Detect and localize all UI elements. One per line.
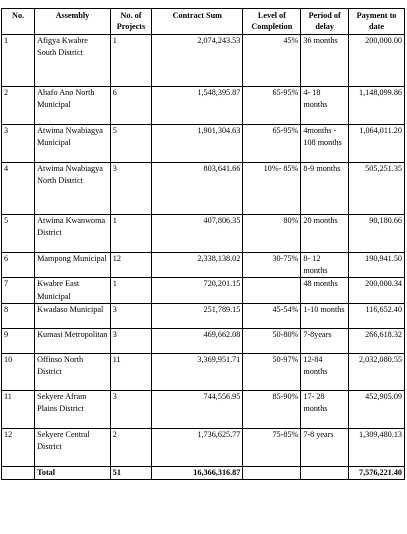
row-completion: 65-95% xyxy=(243,125,301,163)
table-row xyxy=(2,328,405,353)
row-delay: 8- 12 months xyxy=(301,253,349,278)
row-projects: 3 xyxy=(110,390,151,428)
row-payment: 452,905.09 xyxy=(349,390,405,428)
row-completion: 45% xyxy=(243,35,301,87)
row-no: 9 xyxy=(2,328,35,353)
row-assembly: Sekyere Central District xyxy=(35,428,111,466)
table-row xyxy=(2,163,405,215)
row-projects: 1 xyxy=(110,215,151,253)
row-assembly: Kwabre East Municipal xyxy=(35,278,111,303)
table-row xyxy=(2,390,405,428)
row-assembly: Kwadaso Municipal xyxy=(35,303,111,328)
header-projects: No. of Projects xyxy=(110,9,151,35)
row-projects: 12 xyxy=(110,253,151,278)
row-delay: 4- 18 months xyxy=(301,87,349,125)
row-completion xyxy=(243,278,301,303)
row-contract-sum: 1,548,395.87 xyxy=(152,87,243,125)
row-no: 7 xyxy=(2,278,35,303)
total-label: Total xyxy=(35,466,111,479)
row-delay: 12-84 months xyxy=(301,353,349,390)
row-payment: 190,941.50 xyxy=(349,253,405,278)
row-delay: 17- 28 months xyxy=(301,390,349,428)
total-delay xyxy=(301,466,349,479)
row-no: 12 xyxy=(2,428,35,466)
row-assembly: Afigya Kwabre South District xyxy=(35,35,111,87)
row-delay: 4months - 108 months xyxy=(301,125,349,163)
row-projects: 11 xyxy=(110,353,151,390)
row-assembly: Sekyere Afram Plains District xyxy=(35,390,111,428)
row-completion: 50-80% xyxy=(243,328,301,353)
row-projects: 3 xyxy=(110,303,151,328)
row-payment: 116,652.40 xyxy=(349,303,405,328)
row-completion: 50-97% xyxy=(243,353,301,390)
table-row xyxy=(2,303,405,328)
row-no: 5 xyxy=(2,215,35,253)
row-contract-sum: 2,074,243.53 xyxy=(152,35,243,87)
row-payment: 1,064,011.20 xyxy=(349,125,405,163)
row-contract-sum: 3,369,951.71 xyxy=(152,353,243,390)
row-projects: 1 xyxy=(110,278,151,303)
total-payment: 7,576,221.40 xyxy=(349,466,405,479)
row-no: 10 xyxy=(2,353,35,390)
header-payment: Payment to date xyxy=(349,9,405,35)
row-delay: 36 months xyxy=(301,35,349,87)
row-delay: 8-9 months xyxy=(301,163,349,215)
row-payment: 266,618.32 xyxy=(349,328,405,353)
row-payment: 90,180.66 xyxy=(349,215,405,253)
total-completion xyxy=(243,466,301,479)
row-contract-sum: 720,201.15 xyxy=(152,278,243,303)
row-contract-sum: 469,662.08 xyxy=(152,328,243,353)
total-projects: 51 xyxy=(110,466,151,479)
total-no xyxy=(2,466,35,479)
header-no: No. xyxy=(2,9,35,35)
table-row xyxy=(2,215,405,253)
table-row xyxy=(2,353,405,390)
row-projects: 3 xyxy=(110,328,151,353)
row-assembly: Mampong Municipal xyxy=(35,253,111,278)
row-payment: 505,251.35 xyxy=(349,163,405,215)
row-no: 8 xyxy=(2,303,35,328)
row-assembly: Atwima Kwanwoma District xyxy=(35,215,111,253)
row-contract-sum: 251,789.15 xyxy=(152,303,243,328)
row-delay: 7-8 years xyxy=(301,428,349,466)
row-assembly: Atwima Nwabiagya Municipal xyxy=(35,125,111,163)
row-projects: 3 xyxy=(110,163,151,215)
row-projects: 5 xyxy=(110,125,151,163)
row-payment: 1,309,480.13 xyxy=(349,428,405,466)
row-payment: 2,032,080.55 xyxy=(349,353,405,390)
row-completion: 80% xyxy=(243,215,301,253)
row-no: 11 xyxy=(2,390,35,428)
header-row xyxy=(2,9,405,35)
table-row xyxy=(2,35,405,87)
header-completion: Level of Completion xyxy=(243,9,301,35)
row-assembly: Offinso North District xyxy=(35,353,111,390)
row-payment: 200,000.34 xyxy=(349,278,405,303)
header-delay: Period of delay xyxy=(301,9,349,35)
row-assembly: Atwima Nwabiagya North District xyxy=(35,163,111,215)
row-contract-sum: 1,736,625.77 xyxy=(152,428,243,466)
row-completion: 85-90% xyxy=(243,390,301,428)
total-contract-sum: 16,366,316.87 xyxy=(152,466,243,479)
row-payment: 200,000.00 xyxy=(349,35,405,87)
row-assembly: Kumasi Metropolitan xyxy=(35,328,111,353)
row-delay: 7-8years xyxy=(301,328,349,353)
row-contract-sum: 744,556.95 xyxy=(152,390,243,428)
row-completion: 10%- 85% xyxy=(243,163,301,215)
row-no: 1 xyxy=(2,35,35,87)
table-row xyxy=(2,428,405,466)
row-payment: 1,148,099.86 xyxy=(349,87,405,125)
row-projects: 1 xyxy=(110,35,151,87)
row-delay: 20 months xyxy=(301,215,349,253)
row-no: 4 xyxy=(2,163,35,215)
row-contract-sum: 2,338,138.02 xyxy=(152,253,243,278)
row-projects: 6 xyxy=(110,87,151,125)
table-row xyxy=(2,87,405,125)
row-delay: 48 months xyxy=(301,278,349,303)
table-row xyxy=(2,253,405,278)
total-row xyxy=(2,466,405,479)
row-contract-sum: 407,806.35 xyxy=(152,215,243,253)
row-no: 3 xyxy=(2,125,35,163)
row-delay: 1-10 months xyxy=(301,303,349,328)
header-assembly: Assembly xyxy=(35,9,111,35)
row-no: 2 xyxy=(2,87,35,125)
row-completion: 75-85% xyxy=(243,428,301,466)
projects-table xyxy=(1,8,405,480)
row-completion: 65-95% xyxy=(243,87,301,125)
header-contract-sum: Contract Sum xyxy=(152,9,243,35)
row-completion: 30-75% xyxy=(243,253,301,278)
row-no: 6 xyxy=(2,253,35,278)
row-contract-sum: 1,901,304.63 xyxy=(152,125,243,163)
table-row xyxy=(2,125,405,163)
row-assembly: Ahafo Ano North Municipal xyxy=(35,87,111,125)
row-contract-sum: 803,641.66 xyxy=(152,163,243,215)
row-projects: 2 xyxy=(110,428,151,466)
table-row xyxy=(2,278,405,303)
row-completion: 45-54% xyxy=(243,303,301,328)
